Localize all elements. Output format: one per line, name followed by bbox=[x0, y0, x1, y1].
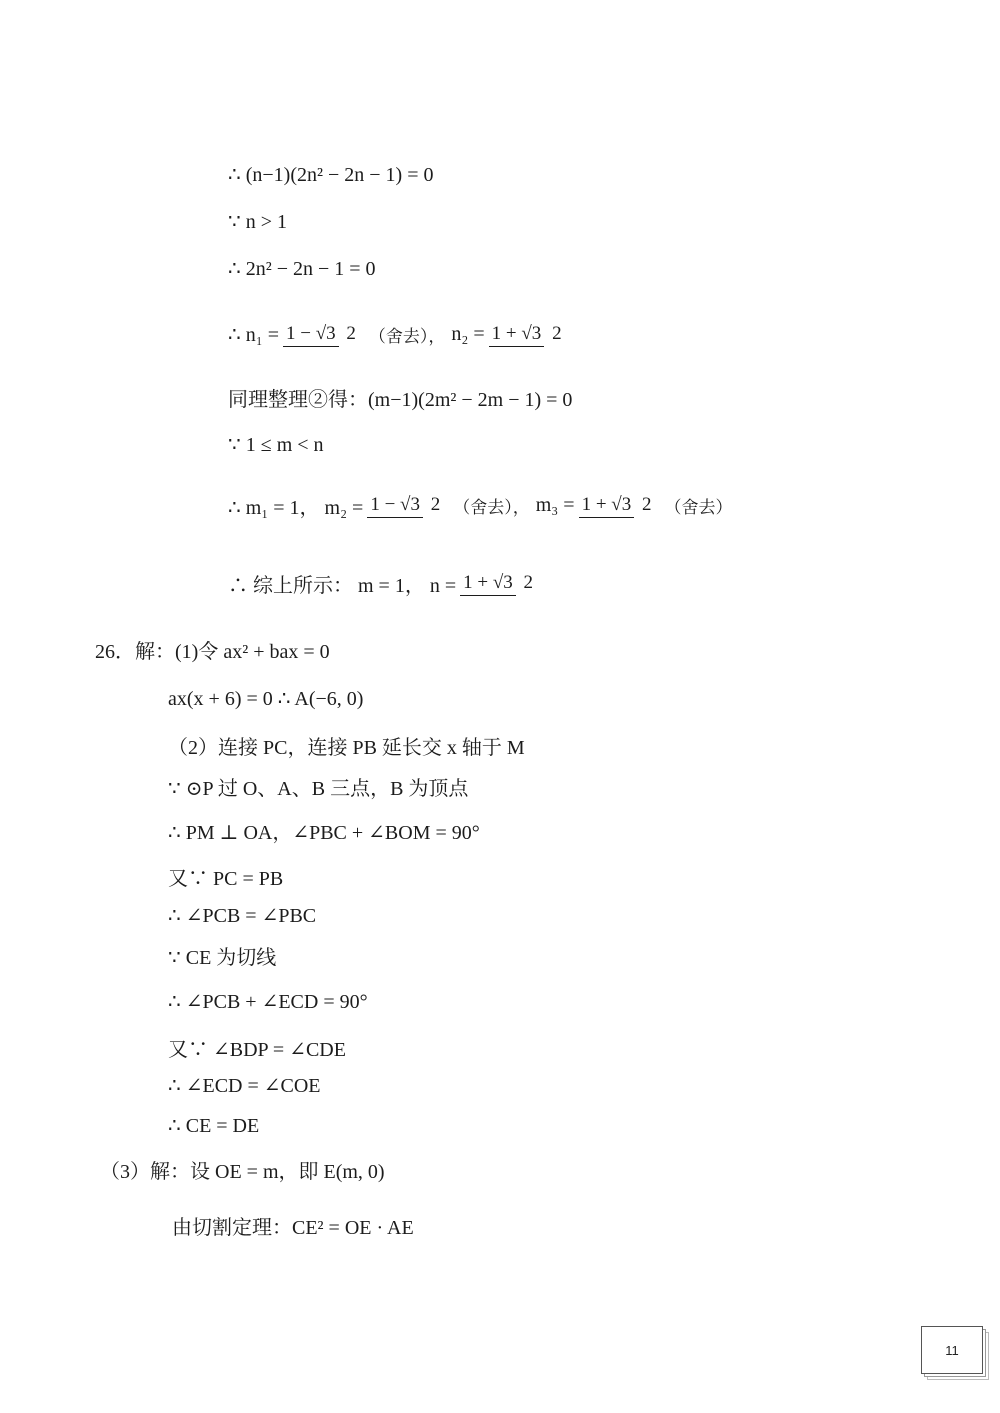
page-number: 11 bbox=[945, 1342, 959, 1358]
equation-text: 26．解：(1)令 ax² + bax = 0 bbox=[95, 640, 330, 663]
equation-line bbox=[228, 238, 376, 298]
fraction bbox=[283, 323, 359, 345]
m-solution-prefix: ∴ m₁ = 1， m₂ = bbox=[228, 496, 364, 519]
equation-text: ∴ CE = DE bbox=[168, 1114, 260, 1137]
equation-text: 又∵ ∠BDP = ∠CDE bbox=[168, 1038, 346, 1061]
fraction-numerator: 1 − √3 bbox=[283, 323, 339, 347]
equation-text: ∴ ∠ECD = ∠COE bbox=[168, 1074, 321, 1097]
page-number-badge bbox=[921, 1326, 983, 1374]
equation-text: 又∵ PC = PB bbox=[168, 867, 284, 890]
n-solution-prefix: ∴ n₁ = bbox=[228, 323, 279, 346]
equation-text: ∵ 1 ≤ m < n bbox=[228, 433, 324, 456]
equation-line bbox=[228, 414, 324, 474]
fraction-numerator: 1 − √3 bbox=[367, 494, 423, 518]
equation-text: ax(x + 6) = 0 ∴ A(−6, 0) bbox=[168, 687, 364, 710]
equation-text: 同理整理②得：(m−1)(2m² − 2m − 1) = 0 bbox=[228, 388, 573, 411]
n-solution-line bbox=[228, 304, 569, 364]
equation-text: ∴ ∠PCB + ∠ECD = 90° bbox=[168, 990, 368, 1013]
equation-text: ∴ (n−1)(2n² − 2n − 1) = 0 bbox=[228, 163, 434, 186]
fraction-denominator: 2 bbox=[552, 323, 562, 344]
fraction bbox=[489, 323, 565, 345]
equation-text: （3）解：设 OE = m，即 E(m, 0) bbox=[100, 1160, 385, 1183]
fraction-denominator: 2 bbox=[523, 572, 534, 593]
fraction-denominator: 2 bbox=[430, 494, 441, 515]
m-solution-mid: m₃ = bbox=[535, 493, 575, 516]
equation-text: ∵ n > 1 bbox=[228, 210, 288, 233]
fraction-numerator: 1 + √3 bbox=[460, 572, 516, 596]
fraction-denominator: 2 bbox=[346, 323, 356, 344]
equation-text: （2）连接 PC，连接 PB 延长交 x 轴于 M bbox=[168, 736, 525, 759]
equation-text: ∴ 2n² − 2n − 1 = 0 bbox=[228, 257, 376, 280]
n-solution-mid: n₂ = bbox=[451, 322, 485, 345]
equation-line bbox=[172, 1195, 414, 1255]
fraction bbox=[579, 494, 655, 516]
question-part-heading bbox=[100, 1139, 385, 1199]
summary-line bbox=[228, 553, 540, 613]
discard-note: （舍去）， bbox=[453, 497, 530, 517]
equation-text: ∵ CE 为切线 bbox=[168, 946, 277, 969]
fraction-numerator: 1 + √3 bbox=[489, 323, 545, 347]
fraction bbox=[460, 572, 536, 594]
discard-note: （舍去）， bbox=[368, 326, 446, 346]
fraction-numerator: 1 + √3 bbox=[579, 494, 635, 518]
discard-note: （舍去） bbox=[664, 497, 733, 517]
equation-text: ∴ ∠PCB = ∠PBC bbox=[168, 904, 317, 927]
summary-prefix: ∴ 综上所示： m = 1， n = bbox=[228, 574, 457, 597]
equation-text: ∴ PM ⊥ OA，∠PBC + ∠BOM = 90° bbox=[168, 821, 480, 844]
equation-text: ∵ ⊙P 过 O、A、B 三点，B 为顶点 bbox=[168, 777, 469, 800]
equation-text: 由切割定理：CE² = OE · AE bbox=[172, 1216, 414, 1239]
m-solution-line bbox=[228, 475, 738, 535]
fraction bbox=[367, 494, 443, 516]
fraction-denominator: 2 bbox=[641, 494, 652, 515]
